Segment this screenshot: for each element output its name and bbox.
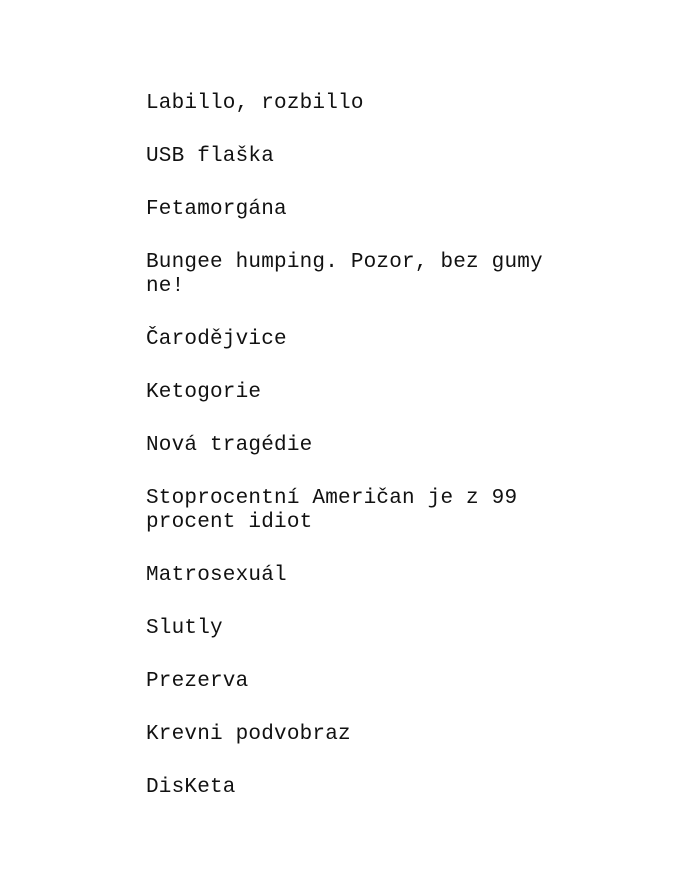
- list-item: Krevni podvobraz: [146, 723, 351, 746]
- list-item: DisKeta: [146, 776, 236, 799]
- list-item: Prezerva: [146, 670, 249, 693]
- list-item: Fetamorgána: [146, 198, 287, 221]
- list-item: Ketogorie: [146, 381, 262, 404]
- list-item: Labillo, rozbillo: [146, 92, 364, 115]
- list-item: Nová tragédie: [146, 434, 313, 457]
- document-page: [146, 92, 626, 829]
- list-item: Stoprocentní Američan je z 99 procent idiot: [146, 487, 518, 534]
- list-item: Bungee humping. Pozor, bez gumy ne!: [146, 251, 543, 298]
- list-item: USB flaška: [146, 145, 275, 168]
- list-item: Matrosexuál: [146, 564, 287, 587]
- word-list: [146, 92, 626, 800]
- list-item: Slutly: [146, 617, 223, 640]
- list-item: Čarodějvice: [146, 328, 287, 351]
